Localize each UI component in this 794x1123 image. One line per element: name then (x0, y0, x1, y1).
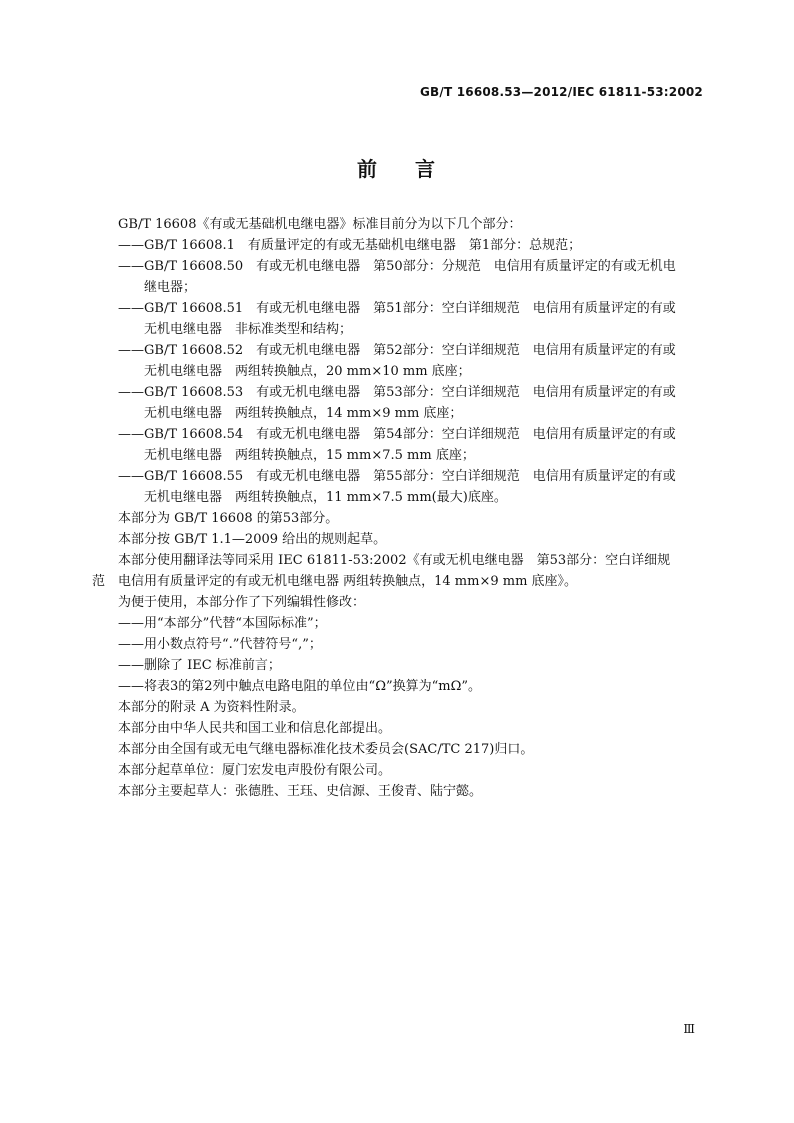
foreword-body (92, 214, 704, 802)
part-item-53-cont: 无机电继电器 两组转换触点，14 mm×9 mm 底座； (144, 406, 463, 421)
translation-paragraph: 本部分使用翻译法等同采用 IEC 61811-53:2002《有或无机电继电器 第53部分：空白详细规 (118, 553, 671, 568)
title-char-2: 言 (415, 157, 437, 181)
part-item-54-cont: 无机电继电器 两组转换触点，15 mm×7.5 mm 底座； (144, 448, 475, 463)
title-char-1: 前 (357, 157, 379, 181)
committee-paragraph: 本部分由全国有或无电气继电器标准化技术委员会(SAC/TC 217)归口。 (118, 742, 534, 757)
edit-item: ——将表3的第2列中触点电路电阻的单位由“Ω”换算为“mΩ”。 (118, 679, 482, 694)
drafting-unit-paragraph: 本部分起草单位：厦门宏发电声股份有限公司。 (118, 763, 392, 778)
part-item-53: ——GB/T 16608.53 有或无机电继电器 第53部分：空白详细规范 电信用有质量评定的有或 (118, 385, 676, 400)
part-item-55-cont: 无机电继电器 两组转换触点，11 mm×7.5 mm(最大)底座。 (144, 490, 507, 505)
annex-paragraph: 本部分的附录 A 为资料性附录。 (118, 700, 305, 715)
part-item-50: ——GB/T 16608.50 有或无机电继电器 第50部分：分规范 电信用有质量评定的有或无机电 (118, 259, 676, 274)
part-item-51-cont: 无机电继电器 非标准类型和结构； (144, 322, 353, 337)
part-item-52: ——GB/T 16608.52 有或无机电继电器 第52部分：空白详细规范 电信用有质量评定的有或 (118, 343, 676, 358)
drafters-paragraph: 本部分主要起草人：张德胜、王珏、史信源、王俊青、陆宁懿。 (118, 784, 483, 799)
part-item-51: ——GB/T 16608.51 有或无机电继电器 第51部分：空白详细规范 电信用有质量评定的有或 (118, 301, 676, 316)
page-title (0, 153, 794, 182)
intro-paragraph: GB/T 16608《有或无基础机电继电器》标准目前分为以下几个部分： (118, 217, 522, 232)
edit-item: ——用“本部分”代替“本国际标准”； (118, 616, 327, 631)
page-number: Ⅲ (683, 1022, 695, 1036)
part-list (92, 235, 704, 508)
proposed-by-paragraph: 本部分由中华人民共和国工业和信息化部提出。 (118, 721, 392, 736)
part-item-1: ——GB/T 16608.1 有质量评定的有或无基础机电继电器 第1部分：总规范； (118, 238, 582, 253)
edit-list (92, 613, 704, 697)
edit-item: ——删除了 IEC 标准前言； (118, 658, 281, 673)
part-item-55: ——GB/T 16608.55 有或无机电继电器 第55部分：空白详细规范 电信用有质量评定的有或 (118, 469, 676, 484)
part-item-52-cont: 无机电继电器 两组转换触点，20 mm×10 mm 底座； (144, 364, 471, 379)
standard-code-header: GB/T 16608.53—2012/IEC 61811-53:2002 (419, 85, 703, 99)
edit-intro-paragraph: 为便于使用，本部分作了下列编辑性修改： (118, 595, 366, 610)
translation-paragraph-cont: 范 电信用有质量评定的有或无机电继电器 两组转换触点，14 mm×9 mm 底座》。 (92, 574, 578, 589)
part-item-50-cont: 继电器； (144, 280, 197, 295)
part-item-54: ——GB/T 16608.54 有或无机电继电器 第54部分：空白详细规范 电信用有质量评定的有或 (118, 427, 676, 442)
edit-item: ——用小数点符号“.”代替符号“,”； (118, 637, 322, 652)
part-number-paragraph: 本部分为 GB/T 16608 的第53部分。 (118, 511, 339, 526)
drafting-rule-paragraph: 本部分按 GB/T 1.1—2009 给出的规则起草。 (118, 532, 387, 547)
